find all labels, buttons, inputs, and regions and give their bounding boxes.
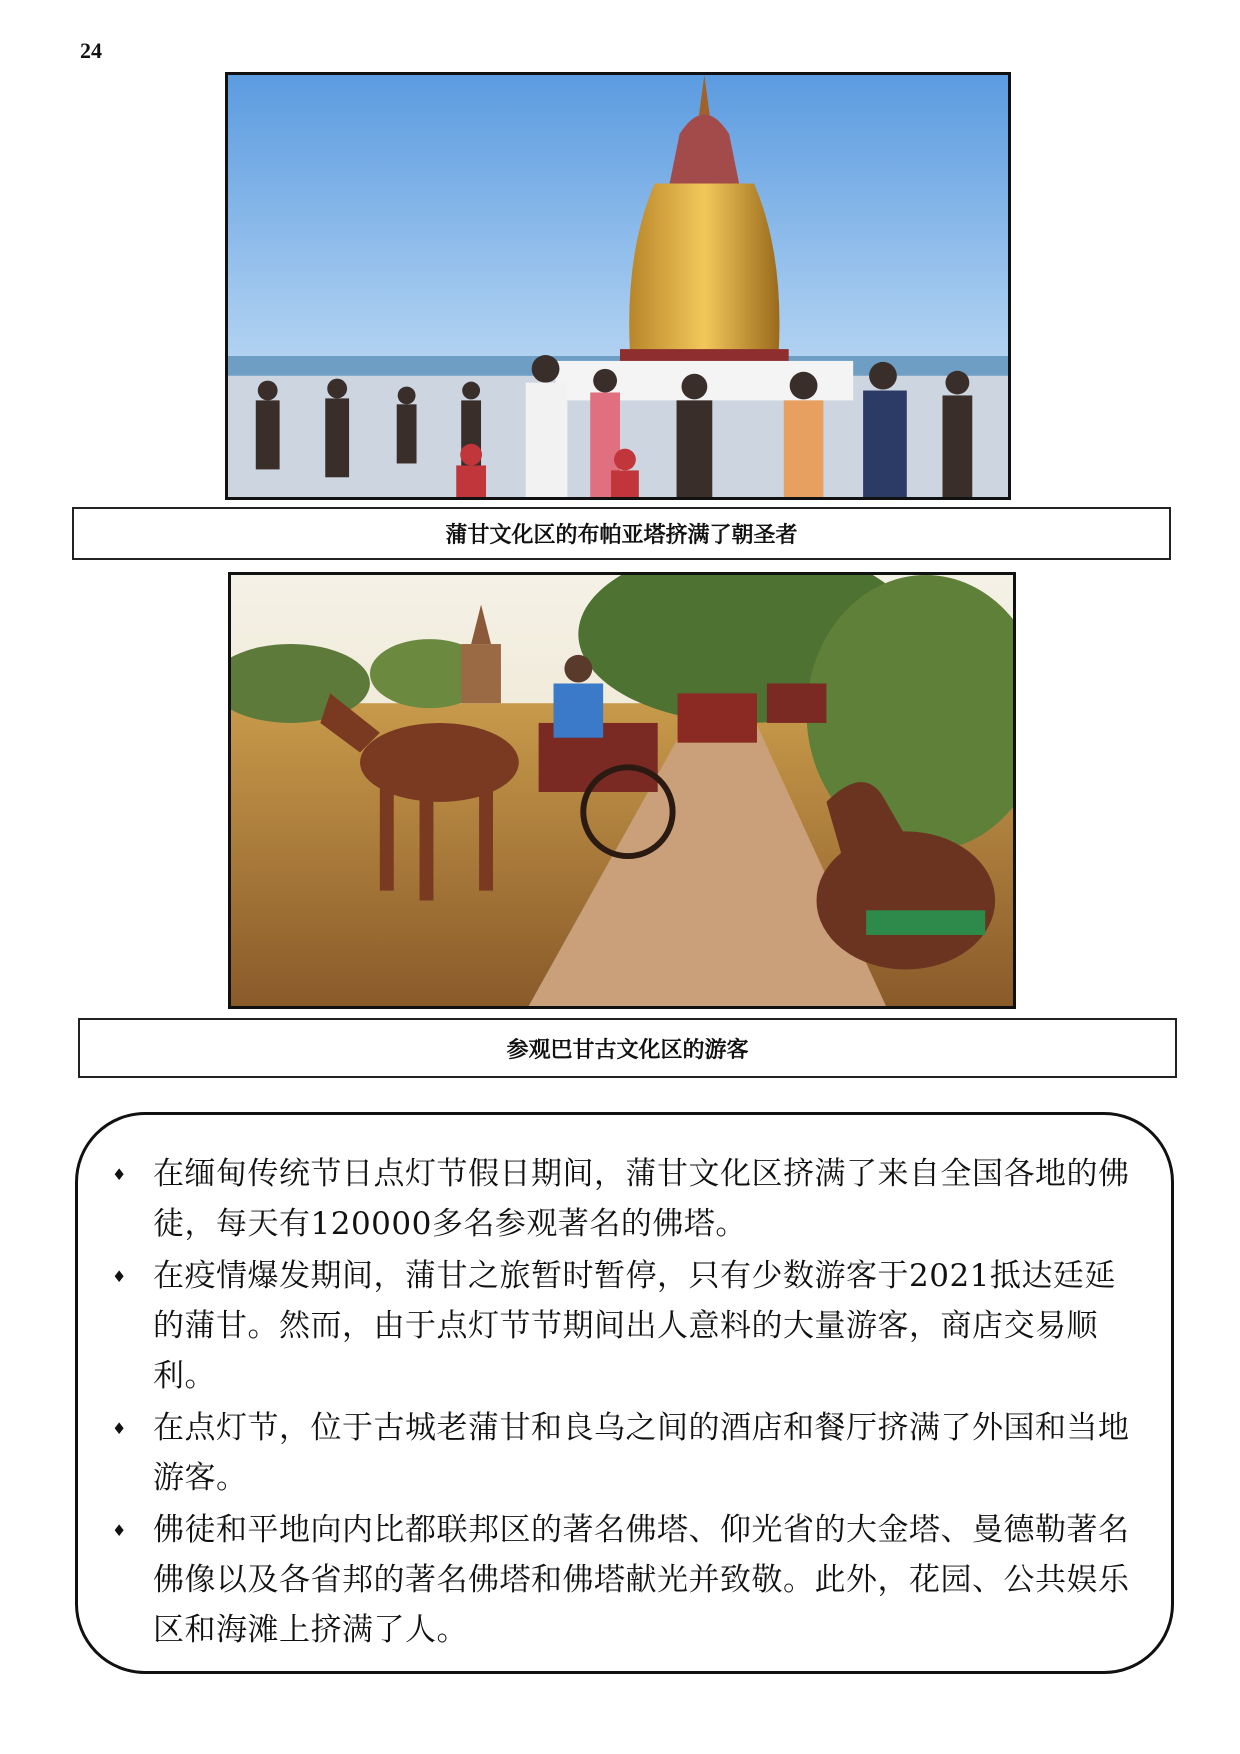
- bullet-text: 佛徒和平地向内比都联邦区的著名佛塔、仰光省的大金塔、曼德勒著名佛像以及各省邦的著名佛塔和佛塔献光并致敬。此外，花园、公共娱乐区和海滩上挤满了人。: [153, 1512, 1130, 1648]
- page-number: 24: [80, 38, 102, 63]
- list-item: [108, 1149, 1141, 1249]
- list-item: [108, 1251, 1141, 1401]
- diamond-bullet-icon: ♦: [112, 1165, 127, 1184]
- figure-caption-1: 蒲甘文化区的布帕亚塔挤满了朝圣者: [72, 507, 1171, 560]
- horse-cart-photo: [228, 572, 1016, 1009]
- figure-caption-2: 参观巴甘古文化区的游客: [78, 1018, 1177, 1078]
- diamond-bullet-icon: ♦: [112, 1419, 127, 1438]
- pagoda-photo: [225, 72, 1011, 500]
- list-item: [108, 1403, 1141, 1503]
- bullet-text: 在缅甸传统节日点灯节假日期间，蒲甘文化区挤满了来自全国各地的佛徒，每天有120000多名参观著名的佛塔。: [153, 1156, 1130, 1242]
- diamond-bullet-icon: ♦: [112, 1521, 127, 1540]
- bullet-list: [108, 1149, 1141, 1655]
- bullet-points-panel: [75, 1112, 1174, 1674]
- bullet-text: 在点灯节，位于古城老蒲甘和良乌之间的酒店和餐厅挤满了外国和当地游客。: [153, 1410, 1130, 1496]
- list-item: [108, 1505, 1141, 1655]
- bullet-text: 在疫情爆发期间，蒲甘之旅暂时暂停，只有少数游客于2021抵达廷延的蒲甘。然而，由于点灯节节期间出人意料的大量游客，商店交易顺利。: [153, 1258, 1116, 1394]
- diamond-bullet-icon: ♦: [112, 1267, 127, 1286]
